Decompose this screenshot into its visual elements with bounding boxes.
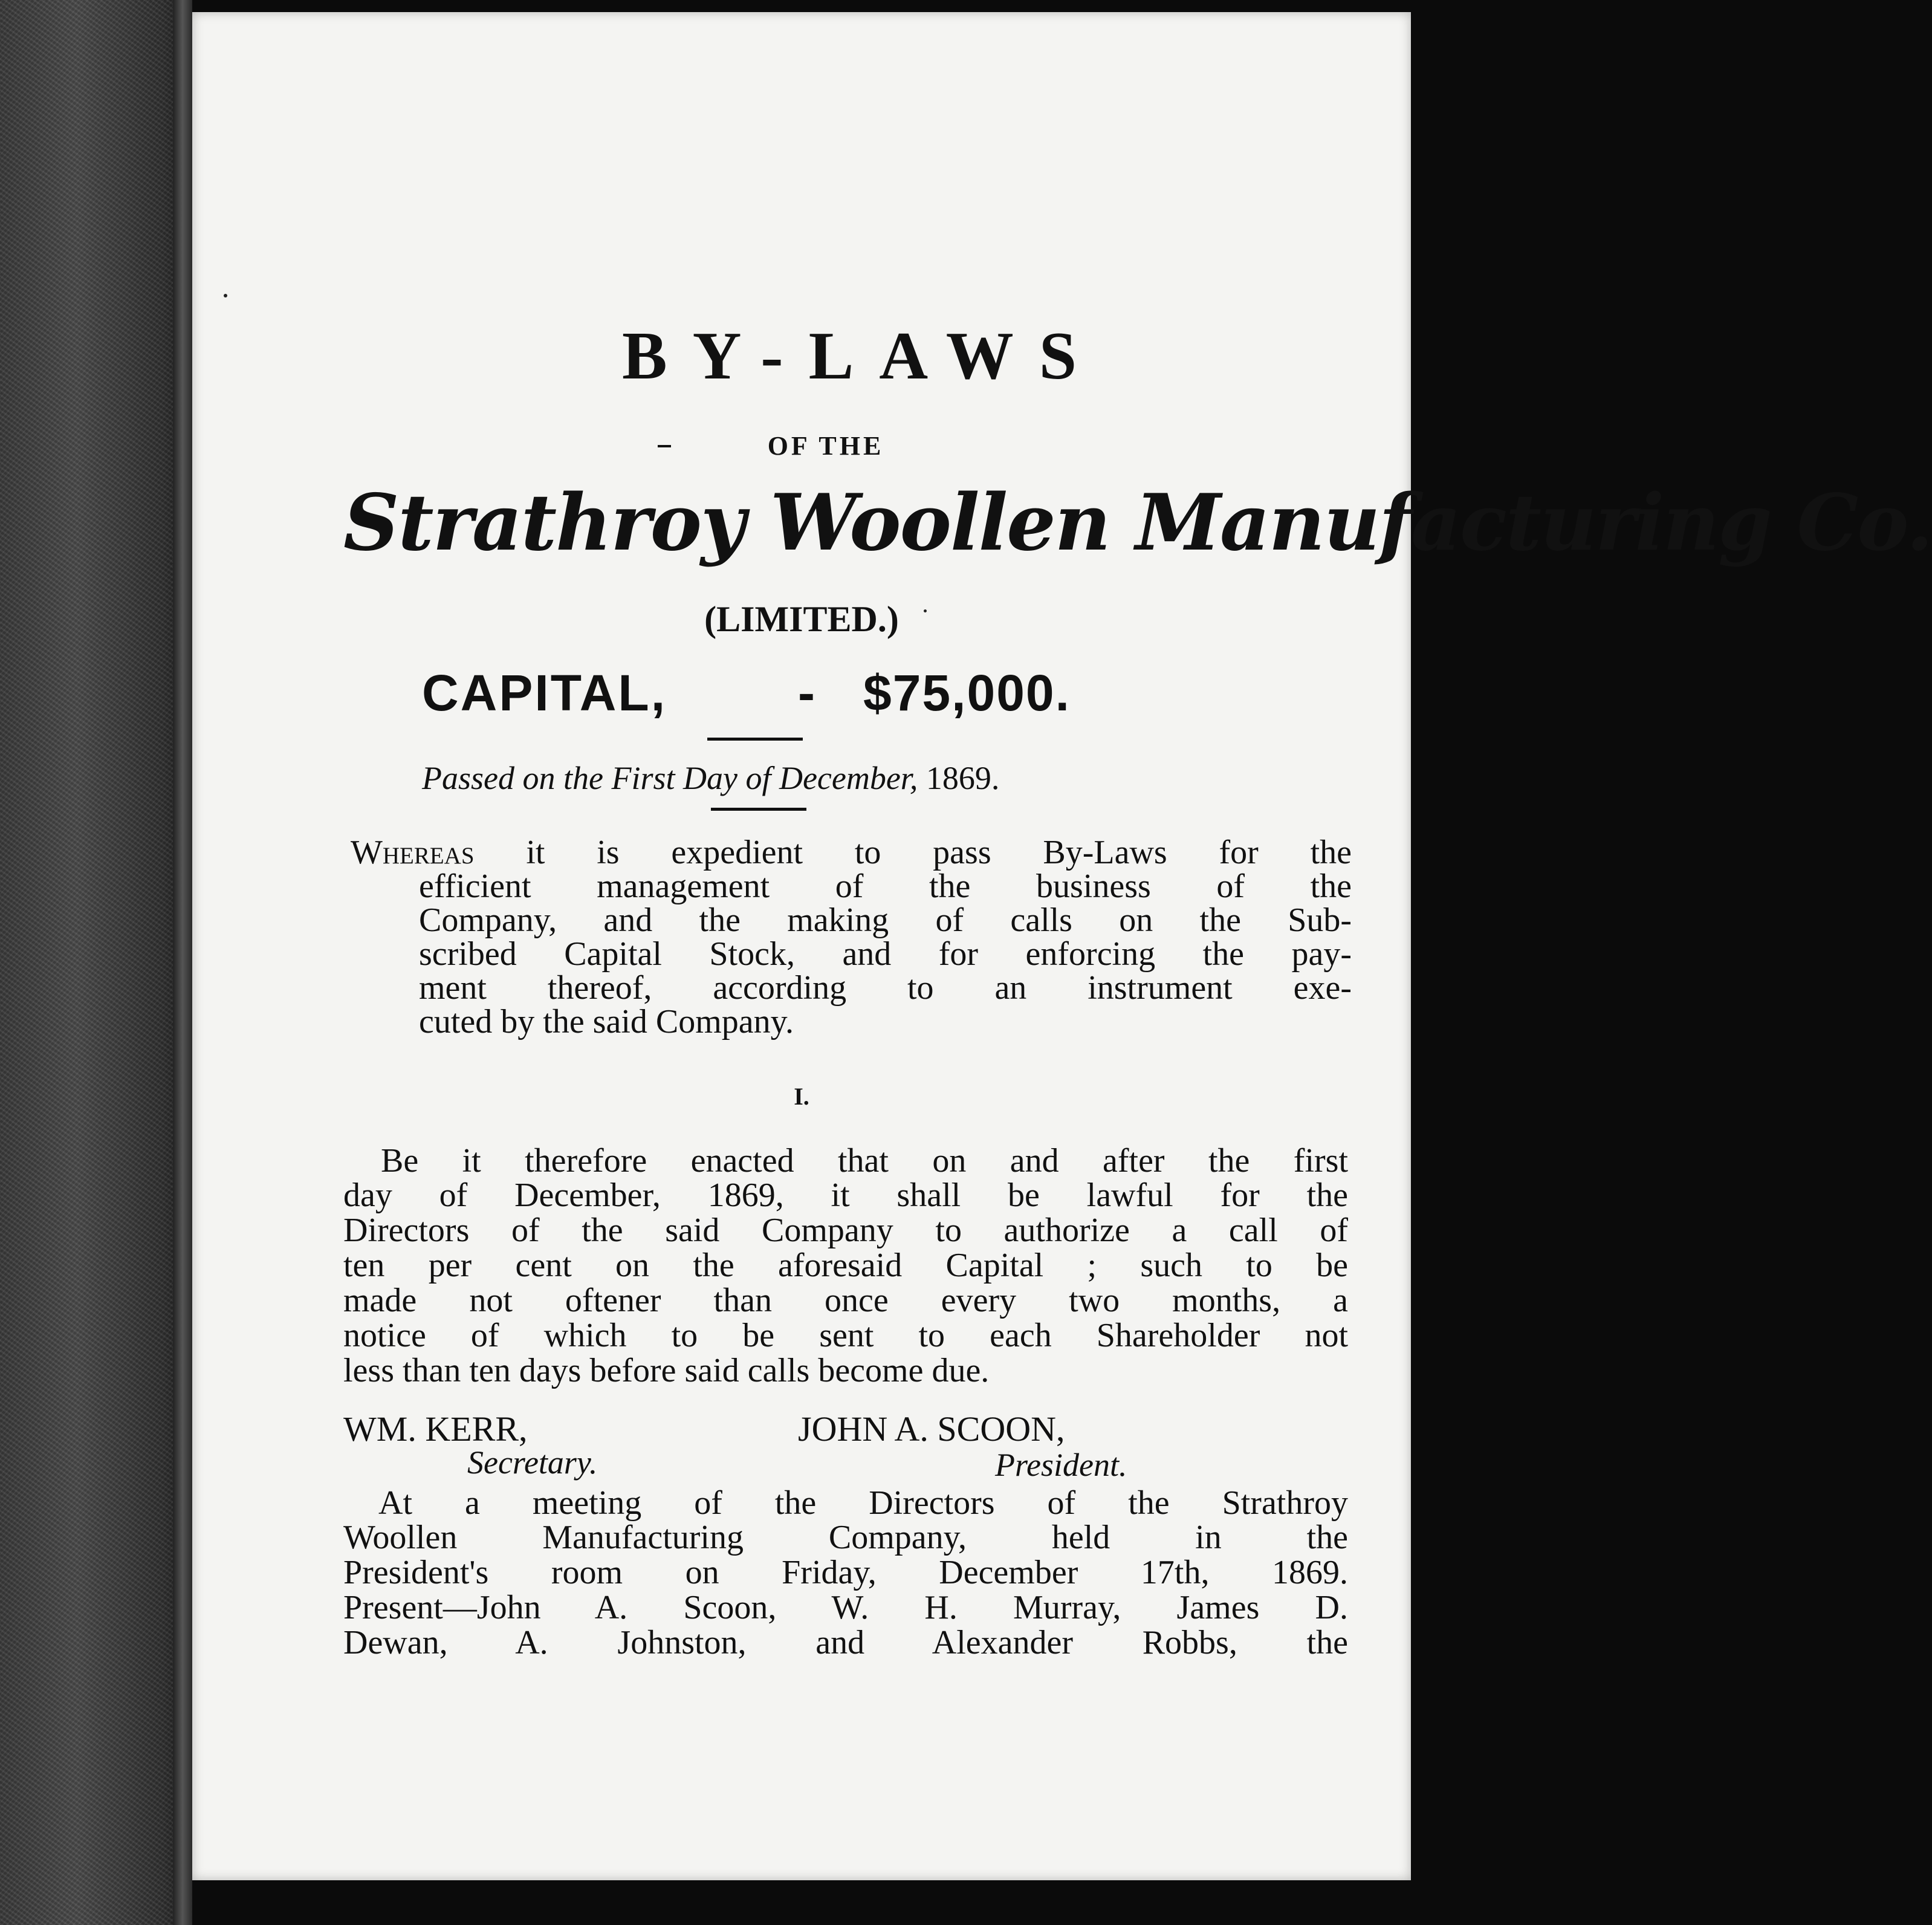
binding-edge — [173, 0, 192, 1925]
text-line: Be it therefore enacted that on and after the first — [381, 1142, 1348, 1180]
whereas-continuation — [419, 869, 1352, 1039]
document-page — [192, 12, 1932, 1880]
text-line: cuted by the said Company. — [419, 1003, 794, 1040]
passed-year: 1869. — [925, 760, 1000, 796]
president-name: JOHN A. SCOON, — [798, 1409, 1065, 1449]
text-line: Dewan, A. Johnston, and Alexander Robbs, the — [343, 1624, 1348, 1661]
whereas-lead: Whereas — [351, 834, 475, 871]
meeting-paragraph — [343, 1520, 1348, 1660]
limited-line: (LIMITED.) — [704, 599, 899, 639]
passed-text: Passed on the First Day of December, — [422, 760, 918, 796]
text-line: At a meeting of the Directors of the Strathroy — [378, 1484, 1348, 1522]
enactment-paragraph — [343, 1178, 1348, 1388]
whereas-first-line: it is expedient to pass By-Laws for the — [474, 834, 1352, 871]
capital-amount: $75,000. — [863, 664, 1071, 721]
section-number: I. — [794, 1083, 809, 1110]
text-line: President's room on Friday, December 17th, 1869. — [343, 1554, 1348, 1591]
text-line: Present—John A. Scoon, W. H. Murray, James D. — [343, 1589, 1348, 1626]
paper-speck — [224, 294, 227, 297]
enactment-first-line — [381, 1144, 1348, 1178]
president-title: President. — [995, 1447, 1127, 1483]
rule-upper — [707, 738, 803, 741]
document-title: BY-LAWS — [621, 319, 1103, 394]
book-binding — [0, 0, 192, 1925]
text-line: Directors of the said Company to authorize a call of — [343, 1212, 1348, 1249]
text-line: notice of which to be sent to each Shareholder not — [343, 1317, 1348, 1354]
text-line: day of December, 1869, it shall be lawful for the — [343, 1177, 1348, 1214]
company-name: Strathroy Woollen Manufacturing Co. — [343, 478, 1932, 568]
meeting-first-line — [378, 1486, 1348, 1520]
paper-speck — [924, 609, 927, 612]
text-line: Company, and the making of calls on the Sub- — [419, 901, 1352, 939]
text-line: ten per cent on the aforesaid Capital ; such to be — [343, 1247, 1348, 1284]
passed-date-line — [422, 759, 999, 797]
capital-dash: - — [798, 664, 815, 721]
rule-lower — [711, 808, 806, 811]
text-line: efficient management of the business of the — [419, 868, 1352, 905]
whereas-line-1 — [351, 836, 1352, 869]
secretary-title: Secretary. — [467, 1444, 598, 1481]
of-the-line: OF THE — [767, 431, 884, 461]
text-line: Woollen Manufacturing Company, held in the — [343, 1519, 1348, 1556]
secretary-name: WM. KERR, — [343, 1409, 528, 1449]
whereas-paragraph — [351, 836, 1352, 869]
capital-label: CAPITAL, — [422, 664, 667, 721]
text-line: less than ten days before said calls become due. — [343, 1352, 990, 1389]
text-line: made not oftener than once every two months, a — [343, 1282, 1348, 1319]
text-line: scribed Capital Stock, and for enforcing the pay- — [419, 935, 1352, 973]
text-line: ment thereof, according to an instrument exe- — [419, 969, 1352, 1007]
